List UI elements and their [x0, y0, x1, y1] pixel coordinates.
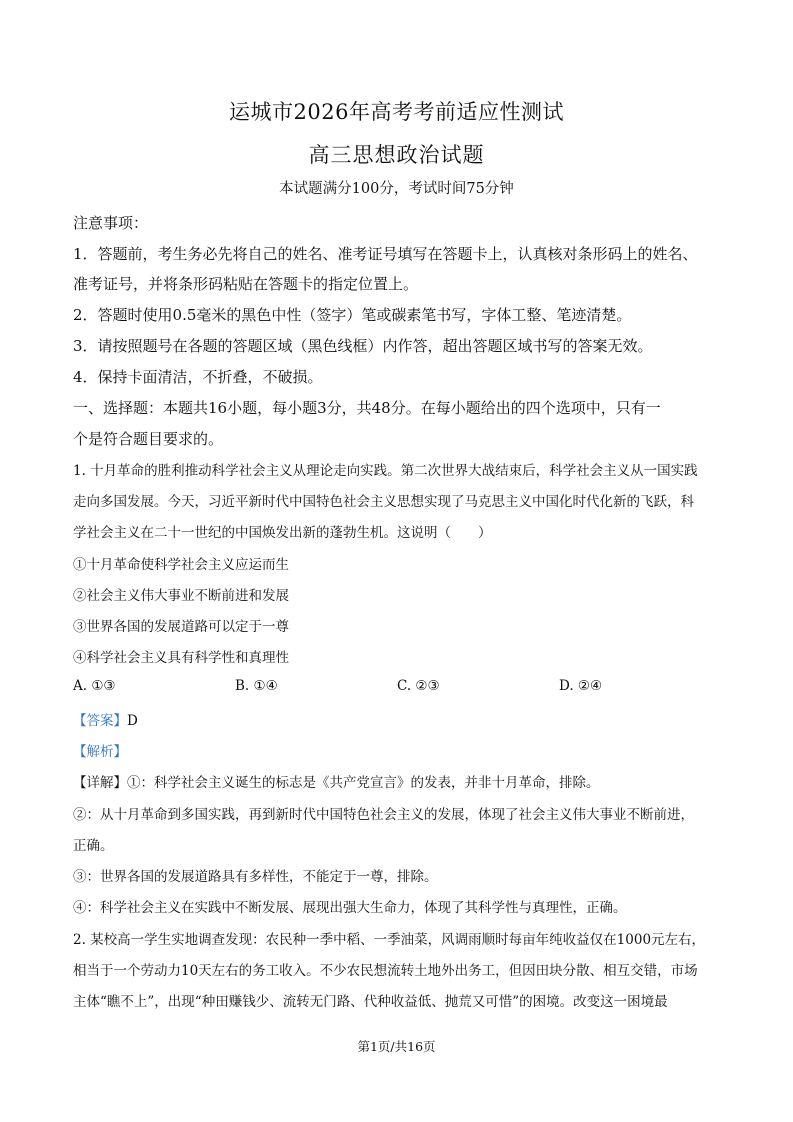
q1-option-a: A. ①③: [73, 678, 116, 694]
notice-item-4: 4．保持卡面清洁，不折叠，不破损。: [73, 368, 323, 386]
q1-option-d: D. ②④: [559, 678, 603, 694]
q1-stem-line-3: 学社会主义在二十一世纪的中国焕发出新的蓬勃生机。这说明（ ）: [73, 525, 492, 541]
q1-stem-line-1: 1. 十月革命的胜利推动科学社会主义从理论走向实践。第二次世界大战结束后，科学社会主义从一国实践: [73, 463, 698, 479]
notice-item-1-line-2: 准考证号，并将条形码粘贴在答题卡的指定位置上。: [73, 275, 419, 293]
q1-statement-4: ④科学社会主义具有科学性和真理性: [73, 650, 289, 666]
detail-label: 【详解】: [73, 775, 127, 791]
q1-option-c: C. ②③: [397, 678, 440, 694]
q1-statement-1: ①十月革命使科学社会主义应运而生: [73, 557, 289, 573]
q2-stem-line-2: 相当于一个劳动力10天左右的务工收入。不少农民想流转土地外出务工，但因田块分散、相互交错，市场: [73, 963, 698, 979]
page-footer: 第1页/共16页: [357, 1039, 436, 1054]
detail-text-1: ①：科学社会主义诞生的标志是《共产党宣言》的发表，并非十月革命，排除。: [127, 775, 600, 791]
q1-statement-2: ②社会主义伟大事业不断前进和发展: [73, 588, 289, 604]
q2-stem-line-1: 2. 某校高一学生实地调查发现：农民种一季中稻、一季油菜，风调雨顺时每亩年纯收益仅在1000元左右，: [73, 932, 706, 948]
q2-stem-line-3: 主体“瞧不上”，出现“种田赚钱少、流转无门路、代种收益低、抛荒又可惜”的困境。改变这一困境最: [73, 994, 668, 1010]
notice-item-3: 3．请按照题号在各题的答题区域（黑色线框）内作答，超出答题区域书写的答案无效。: [73, 337, 653, 355]
exam-subtitle: 高三思想政治试题: [308, 143, 485, 167]
section-1-heading-line-1: 一、选择题：本题共16小题，每小题3分，共48分。在每小题给出的四个选项中，只有一: [73, 399, 661, 417]
q1-option-b: B. ①④: [235, 678, 278, 694]
q1-detail-2-line-1: ②：从十月革命到多国实践，再到新时代中国特色社会主义的发展，体现了社会主义伟大事业不断前进，: [73, 807, 694, 823]
analysis-label: 【解析】: [73, 744, 127, 760]
q1-detail-2-line-2: 正确。: [73, 838, 114, 854]
q1-detail-3: ③：世界各国的发展道路具有多样性，不能定于一尊，排除。: [73, 869, 438, 885]
notice-item-1-line-1: 1．答题前，考生务必先将自己的姓名、准考证号填写在答题卡上，认真核对条形码上的姓名、: [73, 245, 698, 263]
q1-statement-3: ③世界各国的发展道路可以定于一尊: [73, 619, 289, 635]
q1-detail-4: ④：科学社会主义在实践中不断发展、展现出强大生命力，体现了其科学性与真理性，正确。: [73, 900, 627, 916]
notice-heading: 注意事项：: [73, 214, 149, 232]
answer-label: 【答案】: [73, 713, 127, 729]
q1-detail-1: [73, 771, 600, 791]
answer-value: D: [127, 713, 138, 729]
exam-title: 运城市2026年高考考前适应性测试: [229, 100, 564, 124]
notice-item-2: 2．答题时使用0.5毫米的黑色中性（签字）笔或碳素笔书写，字体工整、笔迹清楚。: [73, 306, 632, 324]
q1-answer: [73, 709, 138, 729]
section-1-heading-line-2: 个是符合题目要求的。: [73, 430, 224, 448]
exam-meta: 本试题满分100分，考试时间75分钟: [279, 181, 514, 197]
q1-stem-line-2: 走向多国发展。今天，习近平新时代中国特色社会主义思想实现了马克思主义中国化时代化新的飞跃，科: [73, 494, 694, 510]
